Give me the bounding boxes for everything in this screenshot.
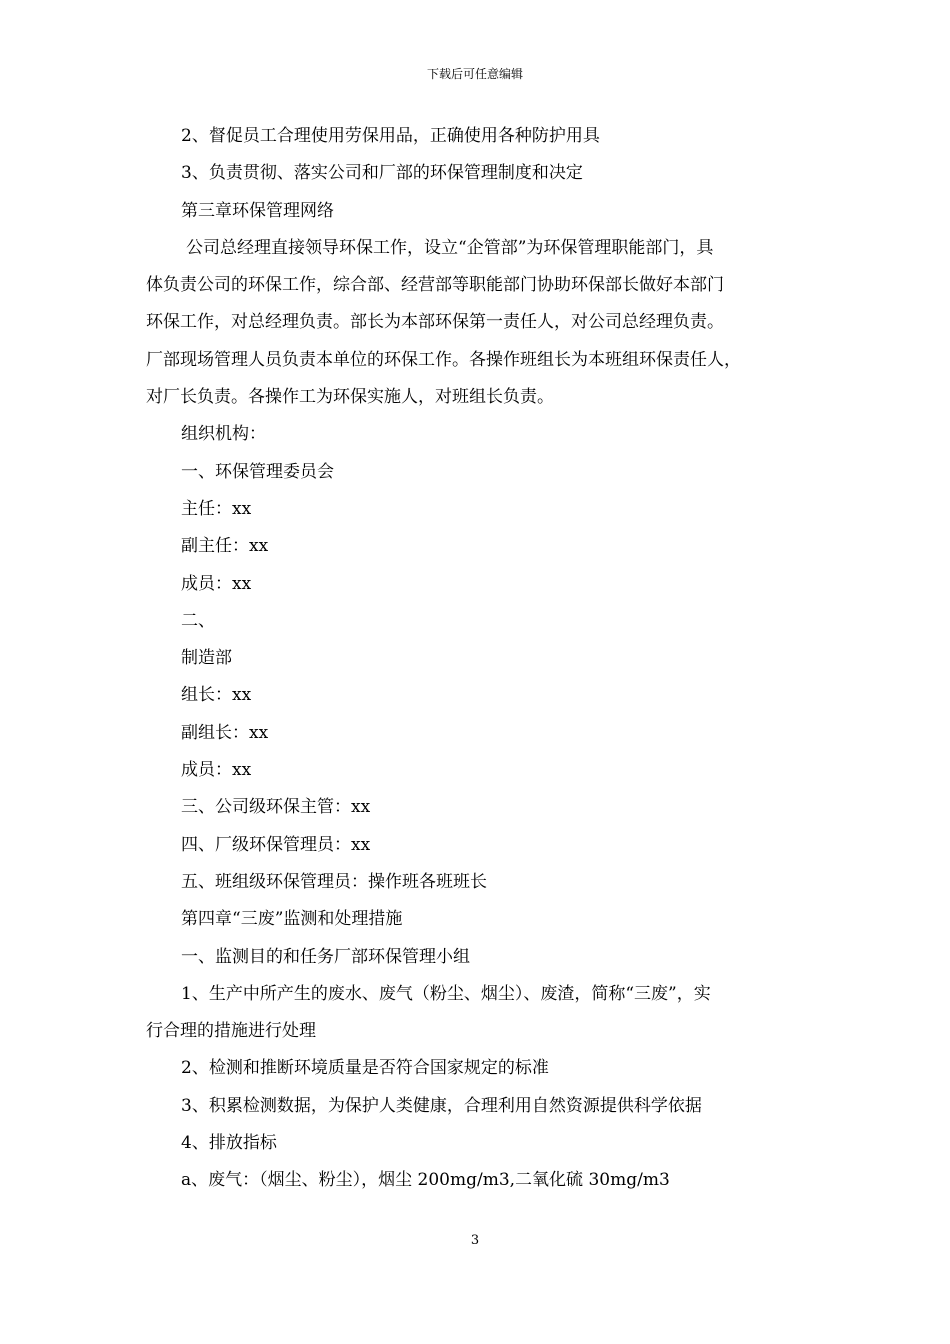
org-section-2: 二、	[181, 610, 215, 631]
item-2-supervise: 2、督促员工合理使用劳保用品，正确使用各种防护用具	[181, 126, 600, 146]
org-factory-admin: 四、厂级环保管理员：xx	[181, 834, 371, 855]
org-committee: 一、环保管理委员会	[181, 461, 334, 482]
chapter-4-item-2: 2、检测和推断环境质量是否符合国家规定的标准	[181, 1058, 549, 1079]
page-header: 下载后可任意编辑	[426, 67, 523, 81]
chapter-4-item-1: 1、生产中所产生的废水、废气（粉尘、烟尘）、废渣，简称“三废”，实	[181, 983, 711, 1004]
paragraph-line: 对厂长负责。各操作工为环保实施人，对班组长负责。	[146, 387, 554, 408]
org-deputy-director: 副主任：xx	[181, 536, 269, 557]
chapter-4-item-a: a、废气：（烟尘、粉尘），烟尘 200mg/m3,二氧化硫 30mg/m3	[181, 1170, 670, 1191]
org-company-supervisor: 三、公司级环保主管：xx	[181, 797, 371, 818]
paragraph-line: 公司总经理直接领导环保工作，设立“企管部”为环保管理职能部门，具	[186, 237, 714, 258]
chapter-4-title: 第四章“三废”监测和处理措施	[181, 909, 403, 930]
org-manufacturing: 制造部	[181, 648, 232, 669]
org-team-admin: 五、班组级环保管理员：操作班各班班长	[181, 871, 487, 892]
chapter-4-item-1-cont: 行合理的措施进行处理	[146, 1021, 316, 1042]
org-deputy-group-leader: 副组长：xx	[181, 722, 269, 743]
paragraph-line: 厂部现场管理人员负责本单位的环保工作。各操作班组长为本班组环保责任人，	[146, 349, 741, 370]
chapter-4-item-4: 4、排放指标	[181, 1133, 277, 1154]
page-number: 3	[470, 1233, 480, 1248]
document-body	[146, 118, 806, 1200]
chapter-4-section-1: 一、监测目的和任务厂部环保管理小组	[181, 946, 470, 967]
org-director: 主任：xx	[181, 498, 252, 519]
org-members-2: 成员：xx	[181, 760, 252, 781]
paragraph-line: 体负责公司的环保工作，综合部、经营部等职能部门协助环保部长做好本部门	[146, 275, 724, 296]
org-title: 组织机构：	[181, 424, 266, 445]
org-members: 成员：xx	[181, 573, 252, 594]
chapter-4-item-3: 3、积累检测数据，为保护人类健康，合理利用自然资源提供科学依据	[181, 1095, 702, 1116]
chapter-3-title: 第三章环保管理网络	[181, 200, 334, 221]
item-3-implement: 3、负责贯彻、落实公司和厂部的环保管理制度和决定	[181, 163, 583, 184]
chapter-3-paragraph	[146, 230, 806, 416]
paragraph-line: 环保工作，对总经理负责。部长为本部环保第一责任人，对公司总经理负责。	[146, 312, 724, 333]
org-group-leader: 组长：xx	[181, 685, 252, 706]
